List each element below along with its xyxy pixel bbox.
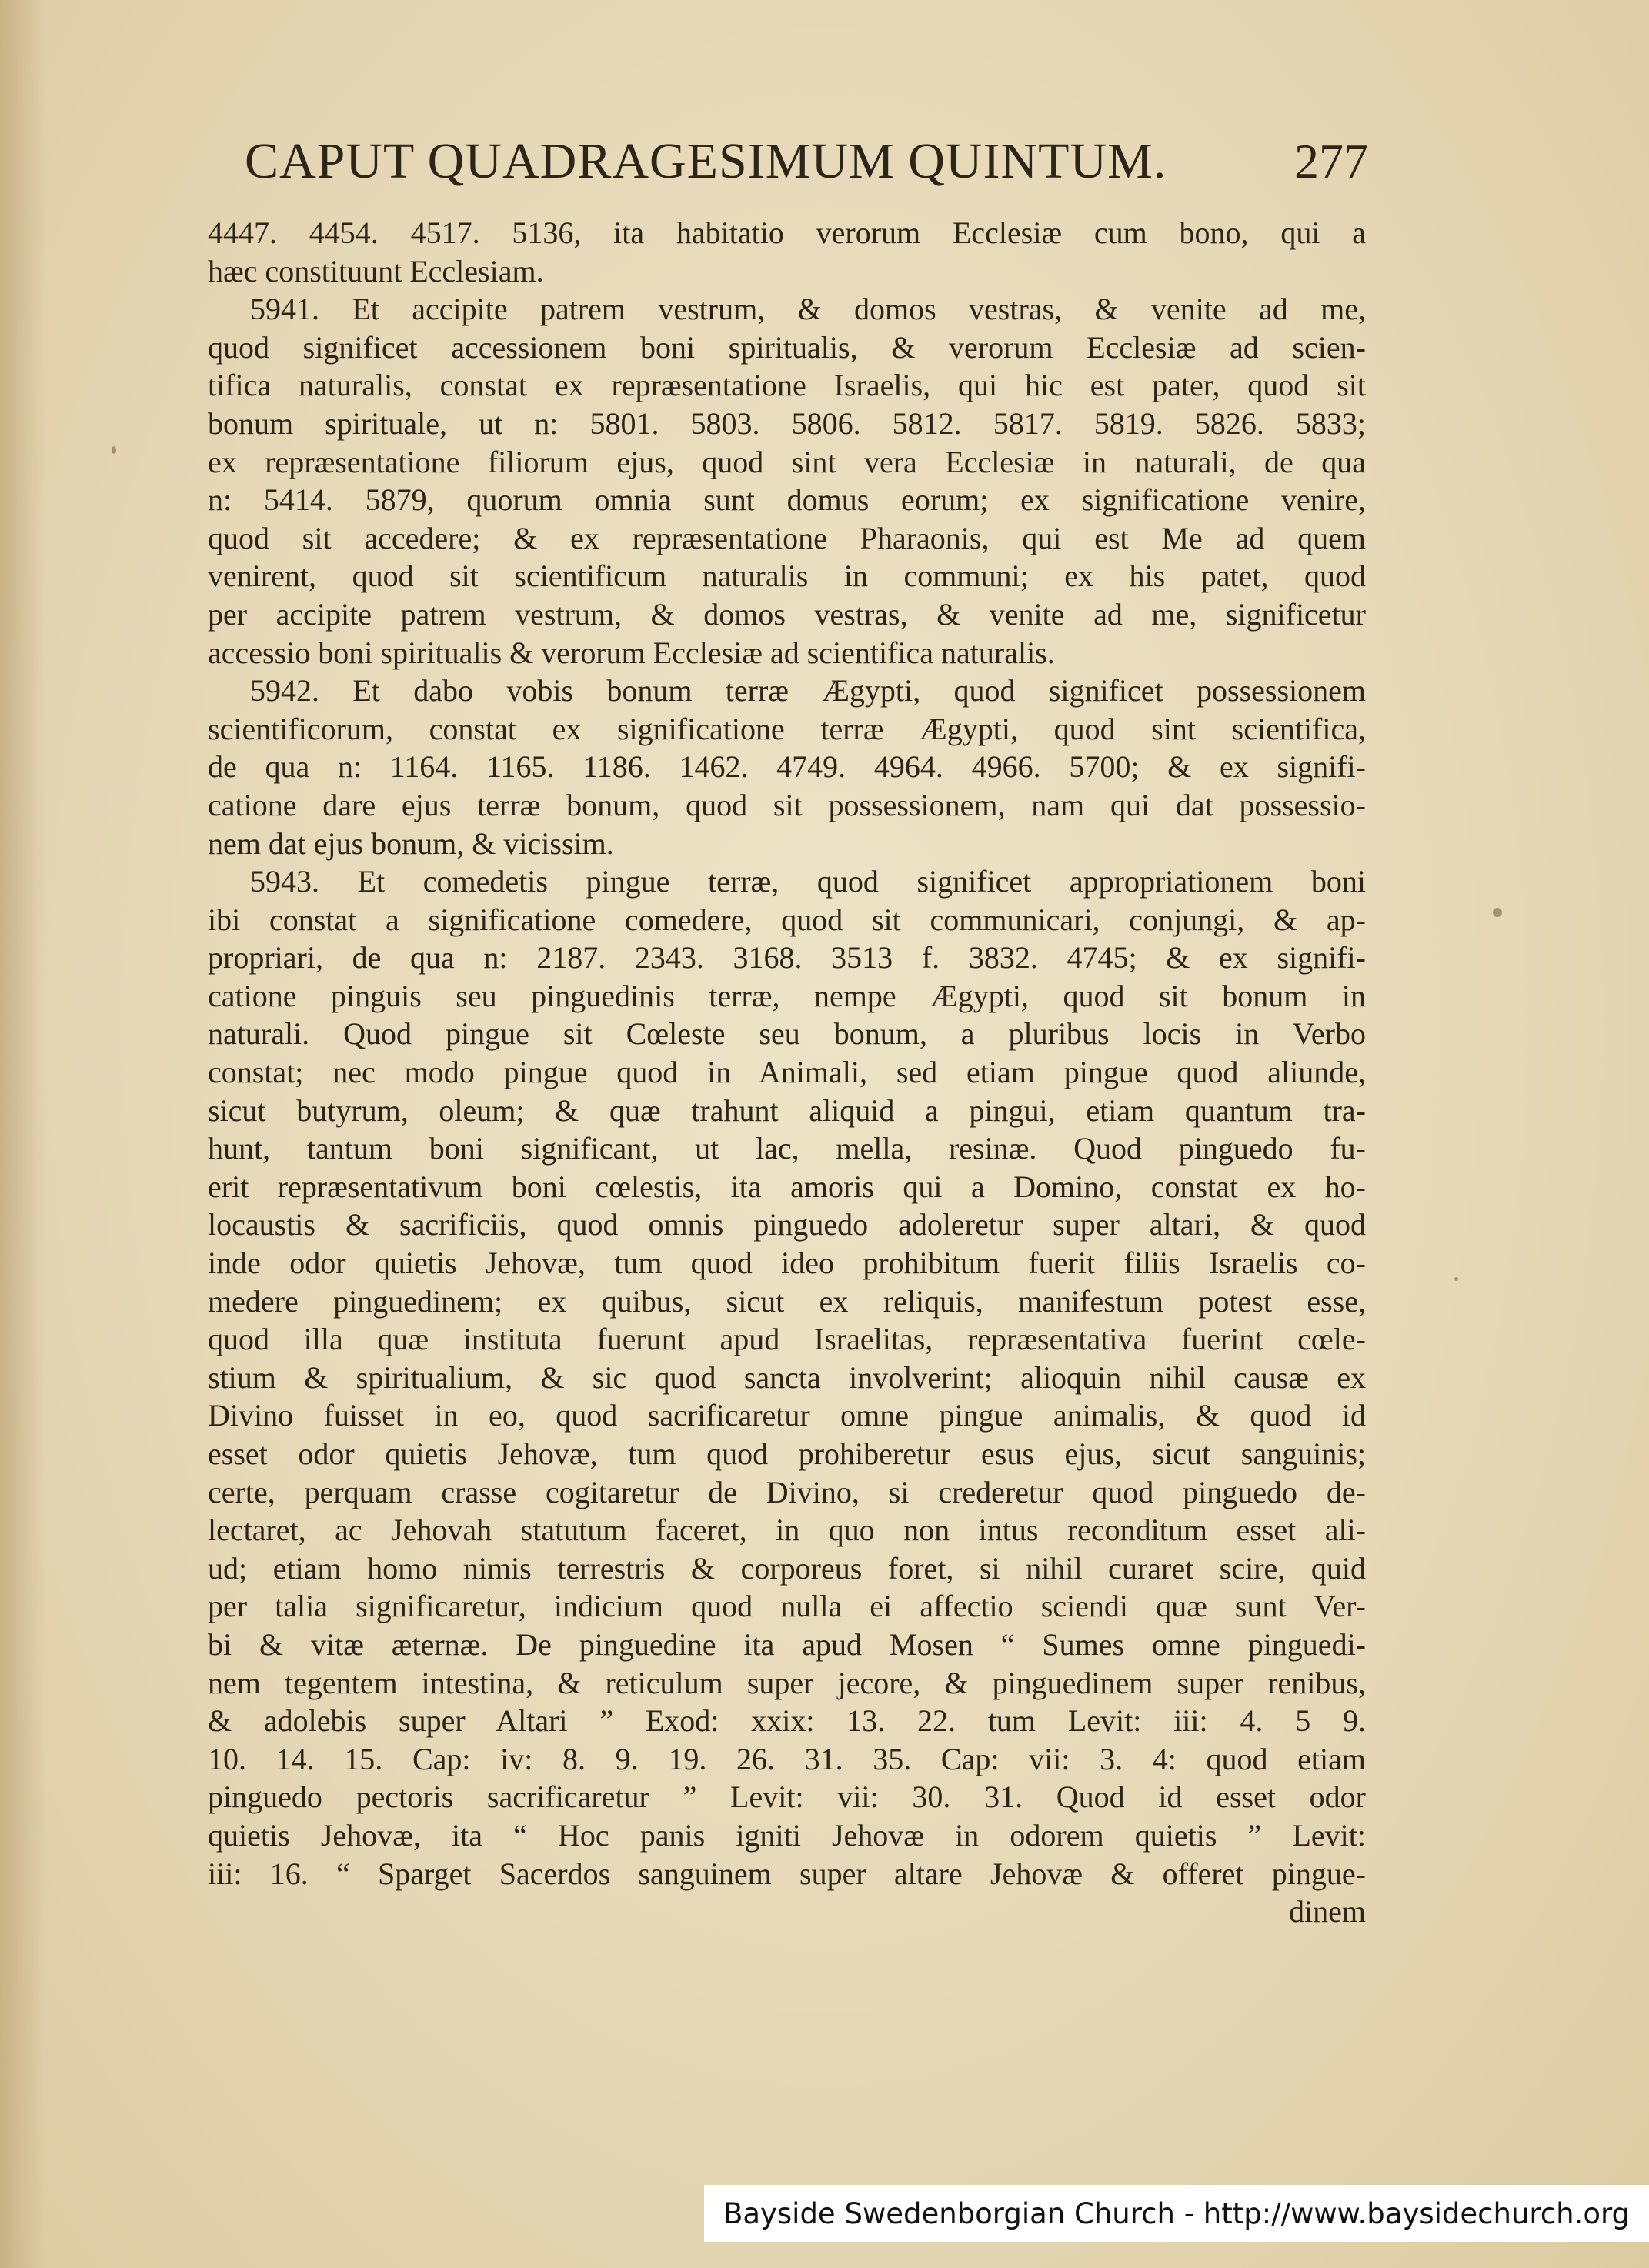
text-line: esset odor quietis Jehovæ, tum quod prohiberetur esus ejus, sicut sanguinis; xyxy=(208,1436,1366,1471)
text-line: constat; nec modo pingue quod in Animali, sed etiam pingue quod aliunde, xyxy=(208,1055,1366,1090)
text-line: ud; etiam homo nimis terrestris & corporeus foret, si nihil curaret scire, quid xyxy=(208,1550,1366,1586)
text-line: & adolebis super Altari ” Exod: xxix: 13. 22. tum Levit: iii: 4. 5 9. xyxy=(208,1703,1366,1739)
running-head-title: CAPUT QUADRAGESIMUM QUINTUM. xyxy=(245,133,1167,189)
text-line: bonum spirituale, ut n: 5801. 5803. 5806. 5812. 5817. 5819. 5826. 5833; xyxy=(208,405,1366,441)
text-line: n: 5414. 5879, quorum omnia sunt domus eorum; ex significatione venire, xyxy=(208,482,1366,518)
text-line: per accipite patrem vestrum, & domos vestras, & venite ad me, significetur xyxy=(208,596,1366,632)
text-line: lectaret, ac Jehovah statutum faceret, in quo non intus reconditum esset ali- xyxy=(208,1513,1366,1548)
text-line: locaustis & sacrificiis, quod omnis pinguedo adoleretur super altari, & quod xyxy=(208,1207,1366,1242)
text-line: 10. 14. 15. Cap: iv: 8. 9. 19. 26. 31. 35. Cap: vii: 3. 4: quod etiam xyxy=(208,1741,1366,1776)
text-line: inde odor quietis Jehovæ, tum quod ideo prohibitum fuerit filiis Israelis co- xyxy=(208,1246,1366,1281)
text-line: stium & spiritualium, & sic quod sancta involverint; alioquin nihil causæ ex xyxy=(208,1359,1366,1395)
text-line: quod significet accessionem boni spiritualis, & verorum Ecclesiæ ad scien- xyxy=(208,329,1366,365)
text-line: Divino fuisset in eo, quod sacrificaretur omne pingue animalis, & quod id xyxy=(208,1398,1366,1433)
text-line: de qua n: 1164. 1165. 1186. 1462. 4749. 4964. 4966. 5700; & ex signifi- xyxy=(208,749,1366,785)
text-line: nem tegentem intestina, & reticulum super jecore, & pinguedinem super renibus, xyxy=(208,1665,1366,1700)
text-line: catione pinguis seu pinguedinis terræ, nempe Ægypti, quod sit bonum in xyxy=(208,978,1366,1013)
text-line: hunt, tantum boni significant, ut lac, mella, resinæ. Quod pinguedo fu- xyxy=(208,1131,1366,1166)
text-line: quod illa quæ instituta fuerunt apud Israelitas, repræsentativa fuerint cœle- xyxy=(208,1322,1366,1357)
text-line: quod sit accedere; & ex repræsentatione Pharaonis, qui est Me ad quem xyxy=(208,520,1366,555)
text-line: 4447. 4454. 4517. 5136, ita habitatio verorum Ecclesiæ cum bono, qui a xyxy=(208,215,1366,250)
text-line: hæc constituunt Ecclesiam. xyxy=(208,253,544,289)
text-line: ex repræsentatione filiorum ejus, quod sint vera Ecclesiæ in naturali, de qua xyxy=(208,444,1366,479)
text-line: catione dare ejus terræ bonum, quod sit possessionem, nam qui dat possessio- xyxy=(208,787,1366,822)
watermark-banner xyxy=(704,2185,1649,2242)
text-line: per talia significaretur, indicium quod nulla ei affectio sciendi quæ sunt Ver- xyxy=(208,1589,1366,1624)
paper-stain xyxy=(1493,908,1502,917)
paper-stain xyxy=(1454,1277,1458,1281)
text-line: naturali. Quod pingue sit Cœleste seu bonum, a pluribus locis in Verbo xyxy=(208,1016,1366,1052)
paragraph-5942-start: 5942. Et dabo vobis bonum terræ Ægypti, quod significet possessionem xyxy=(250,673,1366,709)
catchword: dinem xyxy=(1289,1894,1366,1929)
watermark-text: Bayside Swedenborgian Church - http://www.baysidechurch.org xyxy=(723,2196,1631,2230)
page-edge-shadow xyxy=(0,0,46,2268)
text-line: propriari, de qua n: 2187. 2343. 3168. 3513 f. 3832. 4745; & ex signifi- xyxy=(208,940,1366,976)
text-line: nem dat ejus bonum, & vicissim. xyxy=(208,825,614,861)
text-line: erit repræsentativum boni cœlestis, ita amoris qui a Domino, constat ex ho- xyxy=(208,1169,1366,1204)
text-line: tifica naturalis, constat ex repræsentatione Israelis, qui hic est pater, quod sit xyxy=(208,368,1366,403)
text-line: scientificorum, constat ex significatione terræ Ægypti, quod sint scientifica, xyxy=(208,711,1366,746)
paper-stain xyxy=(112,446,116,454)
text-line: quietis Jehovæ, ita “ Hoc panis igniti Jehovæ in odorem quietis ” Levit: xyxy=(208,1817,1366,1853)
paragraph-5941-start: 5941. Et accipite patrem vestrum, & domos vestras, & venite ad me, xyxy=(250,292,1366,327)
text-line: iii: 16. “ Sparget Sacerdos sanguinem super altare Jehovæ & offeret pingue- xyxy=(208,1856,1366,1891)
body-text xyxy=(208,214,1366,1931)
page-number: 277 xyxy=(1294,134,1368,188)
running-head xyxy=(245,132,1368,202)
text-line: medere pinguedinem; ex quibus, sicut ex reliquis, manifestum potest esse, xyxy=(208,1283,1366,1319)
text-line: pinguedo pectoris sacrificaretur ” Levit: vii: 30. 31. Quod id esset odor xyxy=(208,1779,1366,1815)
text-line: bi & vitæ æternæ. De pinguedine ita apud Mosen “ Sumes omne pinguedi- xyxy=(208,1626,1366,1662)
text-line: accessio boni spiritualis & verorum Ecclesiæ ad scientifica naturalis. xyxy=(208,635,1055,670)
text-line: ibi constat a significatione comedere, quod sit communicari, conjungi, & ap- xyxy=(208,902,1366,937)
text-line: sicut butyrum, oleum; & quæ trahunt aliquid a pingui, etiam quantum tra- xyxy=(208,1092,1366,1128)
text-line: certe, perquam crasse cogitaretur de Divino, si crederetur quod pinguedo de- xyxy=(208,1474,1366,1509)
paragraph-5943-start: 5943. Et comedetis pingue terræ, quod significet appropriationem boni xyxy=(250,864,1366,899)
text-line: venirent, quod sit scientificum naturalis in communi; ex his patet, quod xyxy=(208,559,1366,594)
